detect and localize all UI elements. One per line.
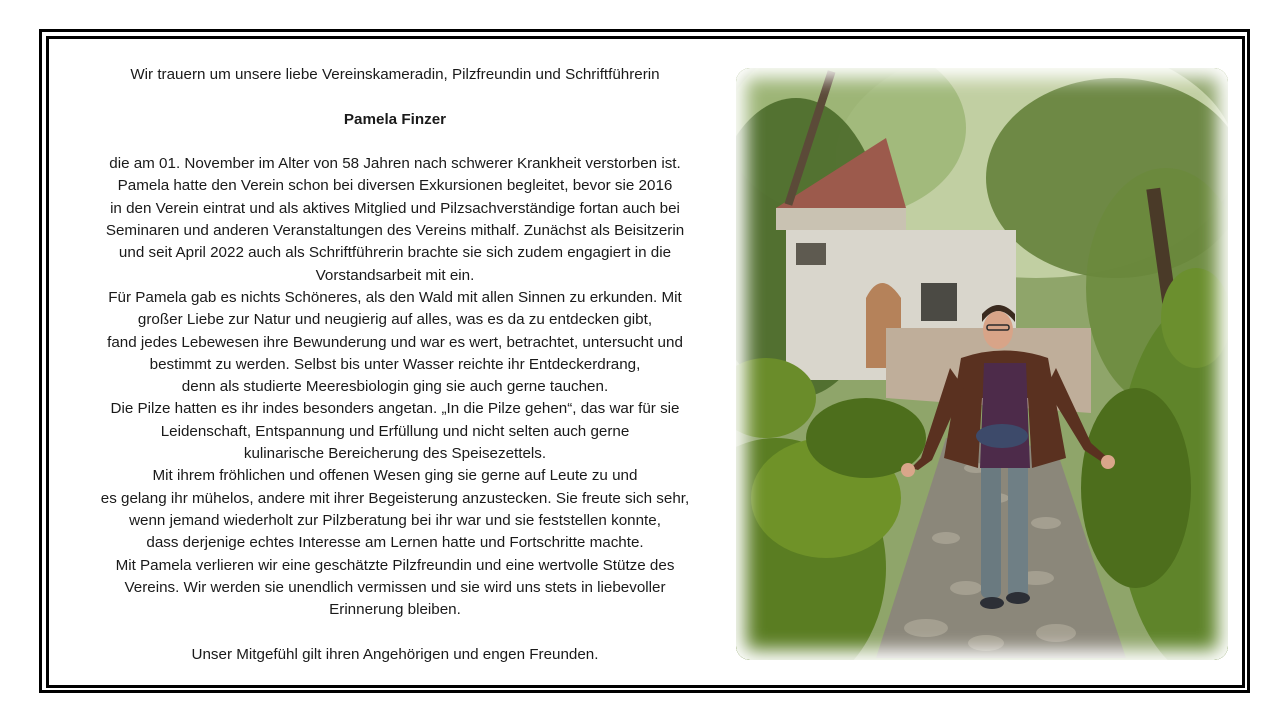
spacer: [60, 621, 730, 643]
body-line: bestimmt zu werden. Selbst bis unter Wasser reichte ihr Entdeckerdrang,: [149, 355, 641, 373]
body-line: es gelang ihr mühelos, andere mit ihrer Begeisterung anzustecken. Sie freute sich sehr,: [100, 489, 690, 507]
body-line: Seminaren und anderen Veranstaltungen des Vereins mithalf. Zunächst als Beisitzerin: [105, 222, 685, 240]
spacer: [60, 86, 730, 108]
closing-line: Unser Mitgefühl gilt ihren Angehörigen und engen Freunden.: [191, 645, 599, 663]
body-line: Mit Pamela verlieren wir eine geschätzte Pilzfreundin und eine wertvolle Stütze des: [115, 556, 675, 574]
obituary-text: [60, 64, 730, 666]
body-line: Vorstandsarbeit mit ein.: [315, 266, 475, 284]
body-line: Für Pamela gab es nichts Schöneres, als den Wald mit allen Sinnen zu erkunden. Mit: [108, 288, 682, 306]
spacer: [60, 131, 730, 153]
body-line: wenn jemand wiederholt zur Pilzberatung bei ihr war und sie feststellen konnte,: [129, 511, 661, 529]
body-line: Die Pilze hatten es ihr indes besonders angetan. „In die Pilze gehen“, das war für sie: [110, 400, 680, 418]
intro-line: Wir trauern um unsere liebe Vereinskameradin, Pilzfreundin und Schriftführerin: [130, 66, 660, 83]
body-line: fand jedes Lebewesen ihre Bewunderung und war es wert, betrachtet, untersucht und: [107, 333, 683, 351]
obituary-body: [60, 153, 730, 621]
body-line: Vereins. Wir werden sie unendlich vermissen und sie wird uns stets in liebevoller: [124, 578, 666, 596]
body-line: Leidenschaft, Entspannung und Erfüllung und nicht selten auch gerne: [160, 422, 630, 440]
body-line: kulinarische Bereicherung des Speisezettels.: [243, 445, 547, 463]
body-line: denn als studierte Meeresbiologin ging sie auch gerne tauchen.: [181, 378, 609, 396]
body-line: großer Liebe zur Natur und neugierig auf alles, was es da zu entdecken gibt,: [137, 311, 653, 329]
body-line: Mit ihrem fröhlichen und offenen Wesen ging sie gerne auf Leute zu und: [152, 467, 638, 485]
memorial-photo: [736, 68, 1228, 660]
deceased-name: Pamela Finzer: [343, 110, 447, 128]
body-line: dass derjenige echtes Interesse am Lernen hatte und Fortschritte machte.: [146, 534, 644, 552]
body-line: die am 01. November im Alter von 58 Jahren nach schwerer Krankheit verstorben ist.: [109, 155, 681, 173]
body-line: Erinnerung bleiben.: [329, 601, 461, 619]
forest-path-illustration: [736, 68, 1228, 660]
body-line: Pamela hatte den Verein schon bei diversen Exkursionen begleitet, bevor sie 2016: [117, 177, 673, 195]
body-line: und seit April 2022 auch als Schriftführerin brachte sie sich zudem engagiert in die: [118, 244, 672, 262]
body-line: in den Verein eintrat und als aktives Mitglied und Pilzsachverständige fortan auch bei: [110, 199, 680, 217]
